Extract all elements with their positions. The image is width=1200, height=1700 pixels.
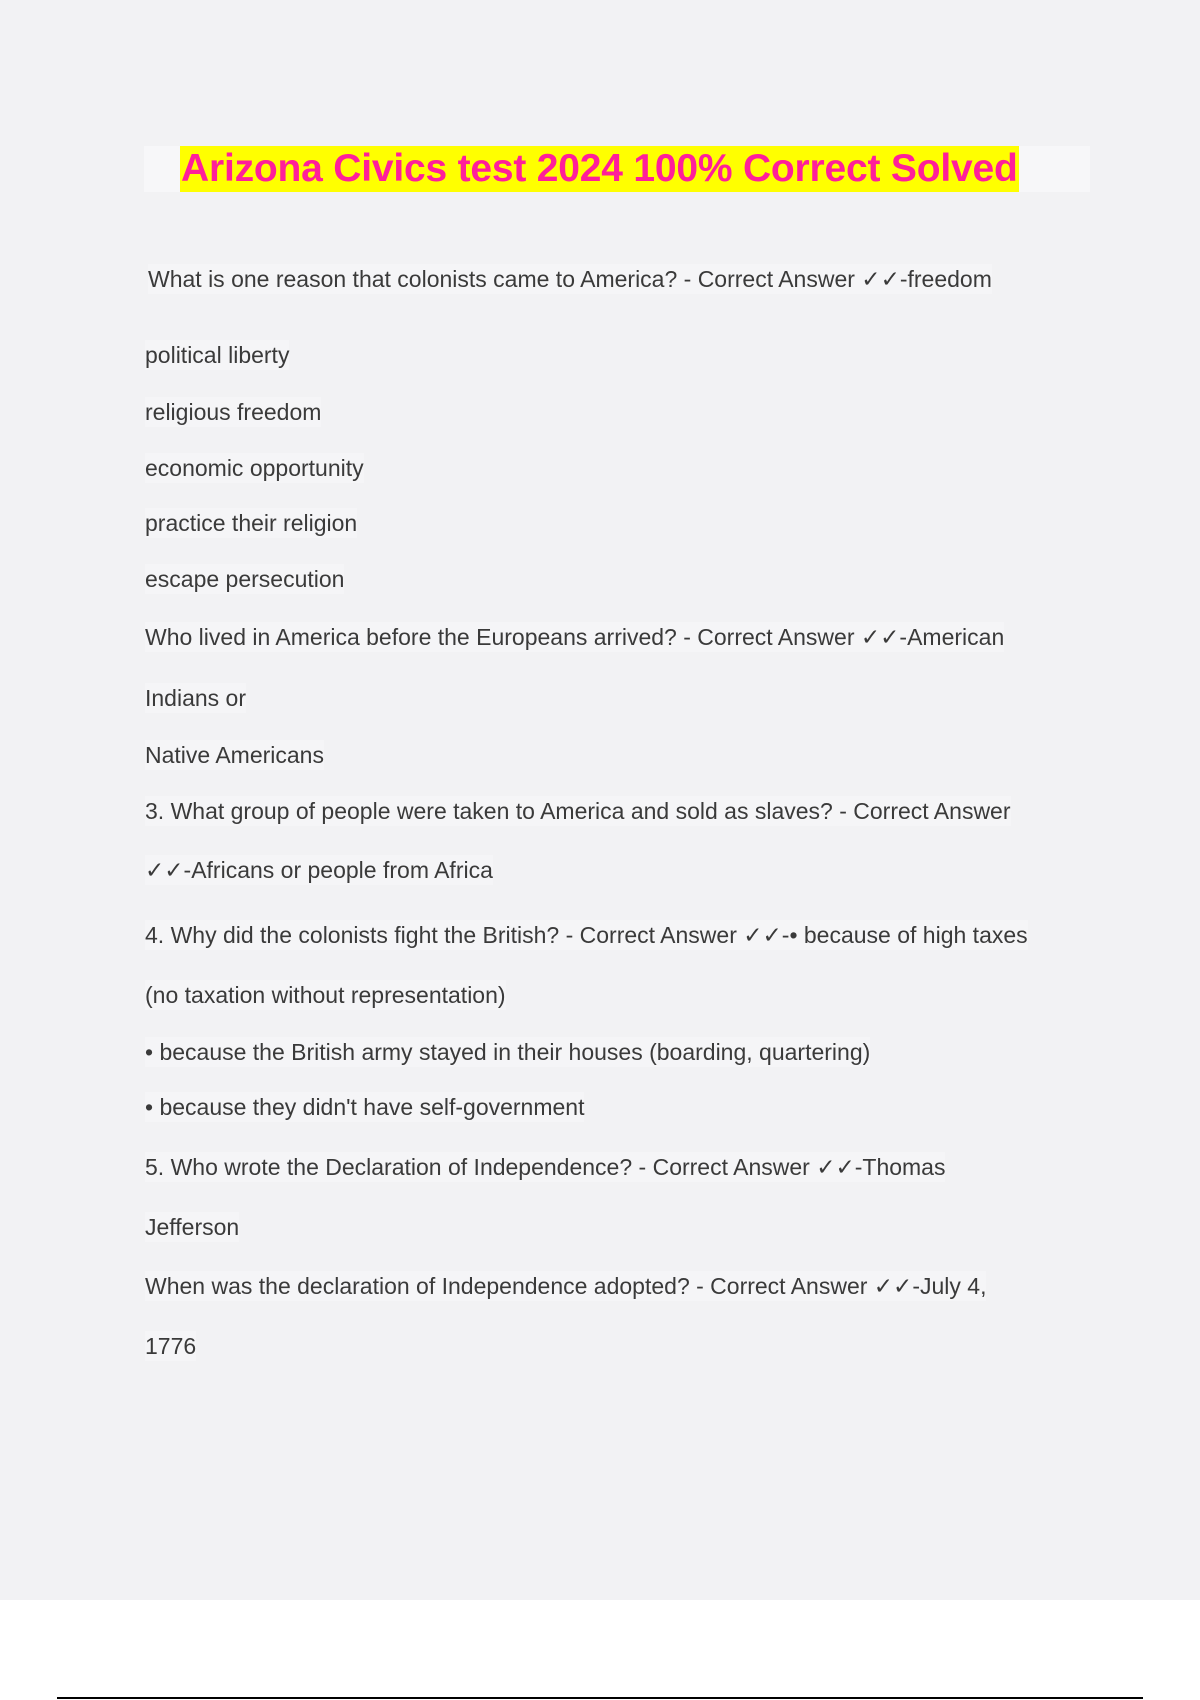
q2-answer-native-americans: Native Americans — [145, 742, 324, 768]
q1-answer-practice-religion: practice their religion — [145, 510, 358, 536]
footer-rule — [57, 1697, 1143, 1699]
q1-answer-escape-persecution: escape persecution — [145, 566, 345, 592]
q3-answer: ✓✓-Africans or people from Africa — [145, 857, 493, 883]
q6-answer-year: 1776 — [145, 1333, 197, 1359]
q1-question: What is one reason that colonists came to America? - Correct Answer ✓✓-freedom — [148, 266, 992, 292]
q1-answer-economic-opportunity: economic opportunity — [145, 455, 364, 481]
q2-question: Who lived in America before the Europeans arrived? - Correct Answer ✓✓-American — [145, 624, 1005, 650]
q2-answer-continued: Indians or — [145, 685, 247, 711]
q4-answer-self-government: • because they didn't have self-government — [145, 1094, 585, 1120]
q4-answer-quartering: • because the British army stayed in their houses (boarding, quartering) — [145, 1039, 871, 1065]
q4-question: 4. Why did the colonists fight the British? - Correct Answer ✓✓-• because of high taxes — [145, 922, 1028, 948]
q3-question: 3. What group of people were taken to America and sold as slaves? - Correct Answer — [145, 798, 1011, 824]
document-title: Arizona Civics test 2024 100% Correct Solved — [181, 147, 1018, 190]
q5-question: 5. Who wrote the Declaration of Independence? - Correct Answer ✓✓-Thomas — [145, 1154, 946, 1180]
q1-answer-religious-freedom: religious freedom — [145, 399, 322, 425]
q6-question: When was the declaration of Independence adopted? - Correct Answer ✓✓-July 4, — [145, 1273, 987, 1299]
q4-answer-continued: (no taxation without representation) — [145, 982, 506, 1008]
q5-answer-jefferson: Jefferson — [145, 1214, 240, 1240]
q1-answer-political-liberty: political liberty — [145, 342, 290, 368]
